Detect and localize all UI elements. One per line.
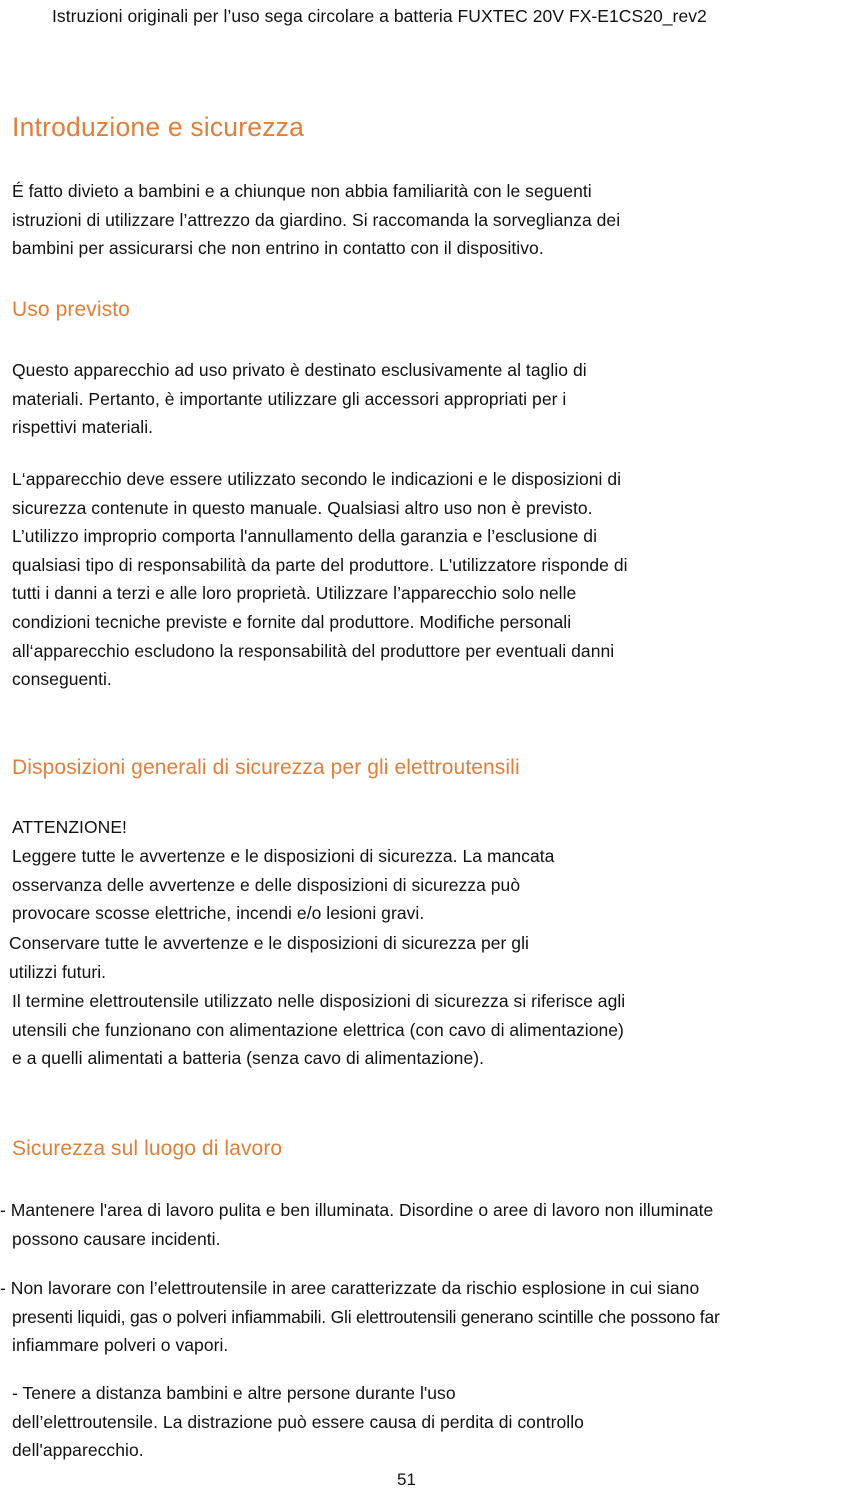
text-line: - Tenere a distanza bambini e altre persone durante l'uso — [12, 1383, 456, 1403]
text-line: bambini per assicurarsi che non entrino in contatto con il dispositivo. — [12, 238, 544, 259]
text-line: Leggere tutte le avvertenze e le disposizioni di sicurezza. La mancata — [12, 846, 555, 866]
text-line: materiali. Pertanto, è importante utilizzare gli accessori appropriati per i — [12, 388, 567, 409]
heading-sicurezza-luogo-lavoro: Sicurezza sul luogo di lavoro — [12, 1137, 283, 1160]
text-line: istruzioni di utilizzare l’attrezzo da giardino. Si raccomanda la sorveglianza dei — [12, 209, 621, 230]
text-line: Conservare tutte le avvertenze e le disposizioni di sicurezza per gli — [9, 933, 529, 953]
luogo-item-1 — [0, 1196, 713, 1253]
text-line: qualsiasi tipo di responsabilità da parte del produttore. L'utilizzatore risponde di — [12, 554, 628, 575]
text-line: sicurezza contenute in questo manuale. Qualsiasi altro uso non è previsto. — [12, 497, 593, 518]
text-line: infiammare polveri o vapori. — [12, 1335, 229, 1356]
text-line: L‘apparecchio deve essere utilizzato secondo le indicazioni e le disposizioni di — [12, 469, 622, 489]
disposizioni-paragraph-3 — [12, 987, 625, 1073]
text-line: all‘apparecchio escludono la responsabilità del produttore per eventuali danni — [12, 640, 615, 661]
uso-paragraph-2 — [12, 465, 628, 694]
heading-disposizioni-generali: Disposizioni generali di sicurezza per gli elettroutensili — [12, 756, 520, 779]
text-line: dell'apparecchio. — [12, 1440, 144, 1461]
heading-introduzione: Introduzione e sicurezza — [12, 112, 305, 142]
text-line: tutti i danni a terzi e alle loro proprietà. Utilizzare l’apparecchio solo nelle — [12, 583, 577, 604]
uso-paragraph-1 — [12, 356, 587, 442]
text-line: - Non lavorare con l’elettroutensile in aree caratterizzate da rischio esplosione in cui siano — [0, 1278, 700, 1298]
disposizioni-paragraph-1 — [12, 842, 554, 928]
text-line: possono causare incidenti. — [12, 1228, 221, 1249]
text-line: condizioni tecniche previste e fornite dal produttore. Modifiche personali — [12, 611, 572, 632]
text-line: utilizzi futuri. — [9, 961, 107, 982]
text-line: provocare scosse elettriche, incendi e/o lesioni gravi. — [12, 903, 425, 924]
text-line: É fatto divieto a bambini e a chiunque non abbia familiarità con le seguenti — [12, 181, 592, 201]
text-line: Il termine elettroutensile utilizzato nelle disposizioni di sicurezza si riferisce agli — [12, 991, 626, 1011]
text-line: e a quelli alimentati a batteria (senza cavo di alimentazione). — [12, 1048, 485, 1069]
text-line: osservanza delle avvertenze e delle disposizioni di sicurezza può — [12, 874, 521, 895]
text-line: presenti liquidi, gas o polveri infiammabili. Gli elettroutensili generano scintille che possono far — [12, 1306, 720, 1327]
text-line: L’utilizzo improprio comporta l'annullamento della garanzia e l’esclusione di — [12, 526, 598, 547]
intro-paragraph — [12, 177, 620, 263]
luogo-item-3 — [12, 1379, 584, 1465]
text-line: - Mantenere l'area di lavoro pulita e ben illuminata. Disordine o aree di lavoro non illuminate — [0, 1200, 714, 1220]
disposizioni-paragraph-2 — [9, 929, 529, 986]
text-line: Questo apparecchio ad uso privato è destinato esclusivamente al taglio di — [12, 360, 587, 380]
heading-uso-previsto: Uso previsto — [12, 298, 130, 321]
text-line: dell’elettroutensile. La distrazione può essere causa di perdita di controllo — [12, 1411, 584, 1432]
text-line: utensili che funzionano con alimentazione elettrica (con cavo di alimentazione) — [12, 1019, 624, 1040]
attention-label: ATTENZIONE! — [12, 817, 127, 837]
document-header: Istruzioni originali per l’uso sega circolare a batteria FUXTEC 20V FX-E1CS20_rev2 — [52, 6, 707, 26]
page-number: 51 — [397, 1470, 416, 1489]
text-line: rispettivi materiali. — [12, 417, 154, 438]
luogo-item-2 — [0, 1274, 720, 1360]
text-line: conseguenti. — [12, 669, 112, 690]
